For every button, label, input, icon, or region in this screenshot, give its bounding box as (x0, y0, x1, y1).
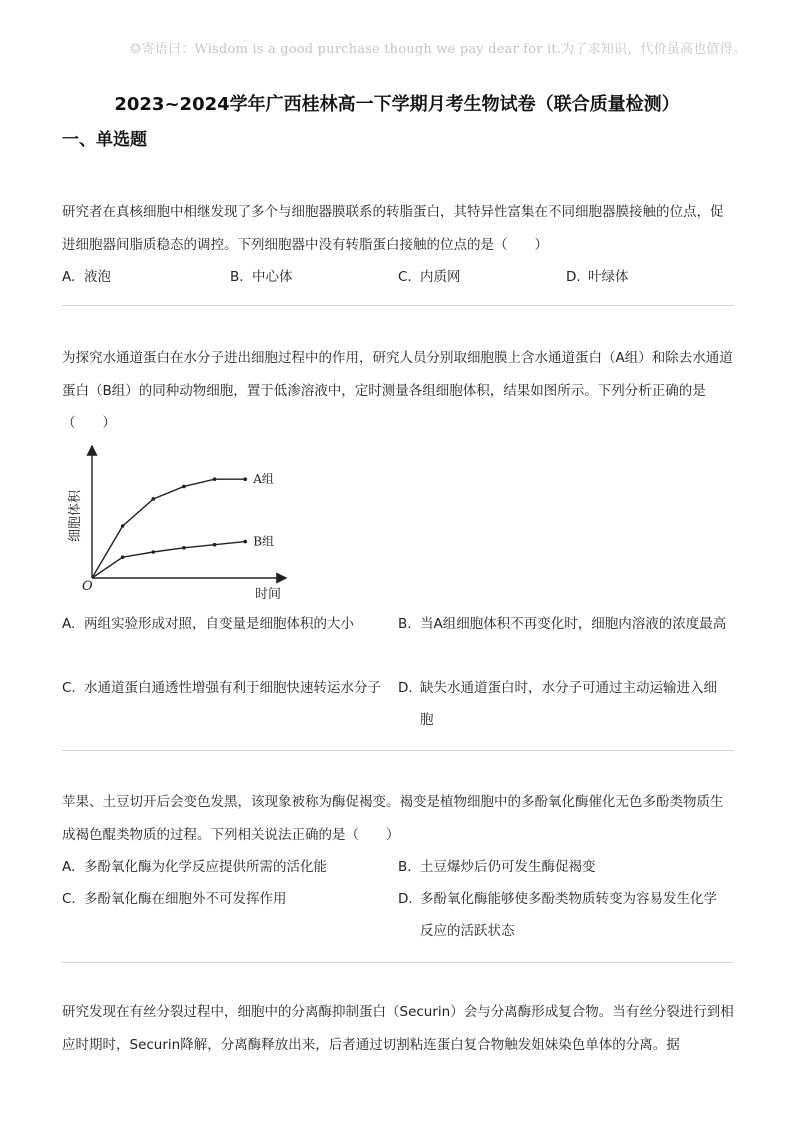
page-title: 2023~2024学年广西桂林高一下学期月考生物试卷（联合质量检测） (114, 94, 680, 115)
question-2 (62, 342, 734, 440)
option-d[interactable] (566, 261, 629, 293)
option-text: 土豆爆炒后仍可发生酶促褐变 (420, 859, 596, 875)
option-label: C. (62, 680, 76, 696)
section-heading: 一、单选题 (62, 130, 147, 150)
option-text: 两组实验形成对照，自变量是细胞体积的大小 (84, 616, 354, 632)
question-stem: 研究发现在有丝分裂过程中，细胞中的分离酶抑制蛋白（Securin）会与分离酶形成复合物。当有丝分裂进行到相应时期时，Securin降解，分离酶释放出来，后者通过切割粘连蛋白复合物触发姐妹染色单体的分离。据 (62, 1004, 734, 1053)
option-list (62, 608, 734, 736)
option-c[interactable] (398, 261, 461, 293)
series-line-b (92, 542, 245, 578)
option-b[interactable] (230, 261, 293, 293)
cell-volume-chart (62, 440, 302, 610)
option-label: B. (230, 269, 244, 285)
option-text: 液泡 (84, 269, 111, 285)
data-point (243, 540, 247, 544)
option-label: A. (62, 616, 76, 632)
question-stem: 为探究水通道蛋白在水分子进出细胞过程中的作用，研究人员分别取细胞膜上含水通道蛋白（A组）和除去水通道蛋白（B组）的同种动物细胞，置于低渗溶液中，定时测量各组细胞体积，结果如图所示。下列分析正确的是（ ） (62, 350, 733, 431)
data-point (213, 477, 217, 481)
data-point (213, 543, 217, 547)
option-text: 内质网 (420, 269, 461, 285)
y-axis-label: 细胞体积 (68, 489, 83, 543)
option-label: B. (398, 859, 412, 875)
data-point (151, 497, 155, 501)
question-2-options (62, 608, 734, 736)
data-point (182, 546, 186, 550)
option-label: C. (398, 269, 412, 285)
data-point (243, 477, 247, 481)
question-stem: 研究者在真核细胞中相继发现了多个与细胞器膜联系的转脂蛋白，其特异性富集在不同细胞器膜接触的位点，促进细胞器间脂质稳态的调控。下列细胞器中没有转脂蛋白接触的位点的是（ ） (62, 204, 724, 253)
option-label: A. (62, 859, 76, 875)
option-list (62, 851, 734, 947)
option-label: D. (398, 891, 413, 907)
data-point (182, 485, 186, 489)
data-point (121, 524, 125, 528)
option-text: 水通道蛋白通透性增强有利于细胞快速转运水分子 (84, 680, 381, 696)
option-label: C. (62, 891, 76, 907)
option-d[interactable] (398, 883, 730, 947)
option-label: D. (398, 680, 413, 696)
origin-label: O (82, 579, 93, 594)
data-point (151, 550, 155, 554)
question-3 (62, 786, 734, 947)
series-label: B组 (253, 534, 275, 549)
series-label: A组 (253, 472, 274, 487)
divider (62, 962, 734, 963)
option-d[interactable] (398, 672, 730, 736)
option-a[interactable] (62, 851, 394, 883)
option-text: 当A组细胞体积不再变化时，细胞内溶液的浓度最高 (420, 616, 727, 632)
divider (62, 750, 734, 751)
option-label: D. (566, 269, 581, 285)
option-b[interactable] (398, 608, 730, 640)
option-c[interactable] (62, 672, 394, 704)
option-text: 叶绿体 (588, 269, 629, 285)
option-a[interactable] (62, 261, 111, 293)
data-point (121, 555, 125, 559)
question-4 (62, 996, 734, 1061)
option-text: 多酚氧化酶在细胞外不可发挥作用 (84, 891, 287, 907)
option-text: 多酚氧化酶为化学反应提供所需的活化能 (84, 859, 327, 875)
question-1 (62, 196, 734, 293)
option-text: 中心体 (252, 269, 293, 285)
option-label: A. (62, 269, 76, 285)
option-a[interactable] (62, 608, 394, 640)
option-label: B. (398, 616, 412, 632)
question-stem: 苹果、土豆切开后会变色发黑，该现象被称为酶促褐变。褐变是植物细胞中的多酚氧化酶催化无色多酚类物质生成褐色醌类物质的过程。下列相关说法正确的是（ ） (62, 794, 724, 843)
option-c[interactable] (62, 883, 394, 915)
header-motto: ☺寄语曰：Wisdom is a good purchase though we pay dear for it.为了求知识，代价虽高也值得。 (129, 42, 746, 57)
x-axis-label: 时间 (254, 587, 282, 602)
divider (62, 305, 734, 306)
option-b[interactable] (398, 851, 730, 883)
option-text: 多酚氧化酶能够使多酚类物质转变为容易发生化学反应的活跃状态 (420, 891, 717, 939)
option-list (62, 261, 734, 293)
option-text: 缺失水通道蛋白时，水分子可通过主动运输进入细胞 (420, 680, 717, 728)
